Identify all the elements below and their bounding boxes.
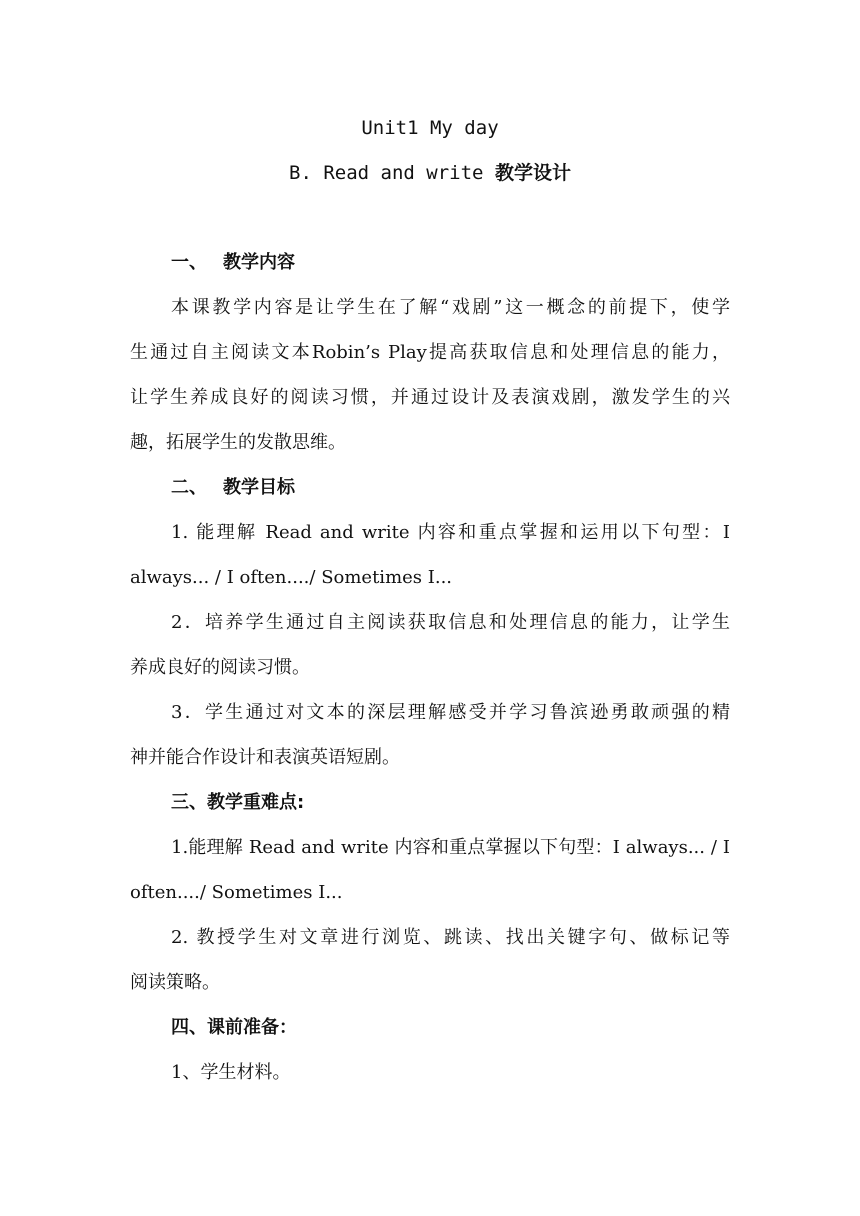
paragraph-line: 1.能理解 Read and write 内容和重点掌握以下句型：I always... / I bbox=[171, 837, 730, 858]
paragraph-line: 1、学生材料。 bbox=[171, 1062, 291, 1083]
paragraph-line: 生通过自主阅读文本Robin’s Play提高获取信息和处理信息的能力， bbox=[130, 342, 730, 363]
paragraph-line: 趣，拓展学生的发散思维。 bbox=[130, 432, 346, 453]
document-subtitle bbox=[0, 159, 860, 187]
subtitle-english: B. Read and write bbox=[289, 162, 495, 184]
section-heading-key-points: 三、教学重难点: bbox=[171, 792, 305, 813]
section-heading-content bbox=[171, 249, 295, 277]
paragraph-line: always... / I often..../ Sometimes I... bbox=[130, 567, 453, 588]
paragraph-line: 2．培养学生通过自主阅读获取信息和处理信息的能力，让学生 bbox=[171, 612, 730, 633]
section-heading-objectives bbox=[171, 474, 295, 502]
section-number: 二、 bbox=[171, 477, 207, 498]
paragraph-line: 阅读策略。 bbox=[130, 972, 220, 993]
title-text: Unit1 My day bbox=[361, 117, 499, 139]
section-title: 教学内容 bbox=[223, 252, 295, 273]
paragraph-line: 神并能合作设计和表演英语短剧。 bbox=[130, 747, 400, 768]
document-title bbox=[0, 114, 860, 142]
subtitle-chinese: 教学设计 bbox=[494, 162, 571, 184]
section-number: 一、 bbox=[171, 252, 207, 273]
paragraph-line: 3．学生通过对文本的深层理解感受并学习鲁滨逊勇敢顽强的精 bbox=[171, 702, 730, 723]
paragraph-line: 本课教学内容是让学生在了解“戏剧”这一概念的前提下，使学 bbox=[171, 297, 730, 318]
section-title: 教学目标 bbox=[223, 477, 295, 498]
paragraph-line: often..../ Sometimes I... bbox=[130, 882, 343, 903]
paragraph-line: 养成良好的阅读习惯。 bbox=[130, 657, 310, 678]
section-heading-preparation: 四、课前准备： bbox=[171, 1017, 297, 1038]
paragraph-line: 2. 教授学生对文章进行浏览、跳读、找出关键字句、做标记等 bbox=[171, 927, 730, 948]
paragraph-line: 让学生养成良好的阅读习惯，并通过设计及表演戏剧，激发学生的兴 bbox=[130, 387, 730, 408]
paragraph-line: 1. 能理解 Read and write 内容和重点掌握和运用以下句型：I bbox=[171, 522, 730, 543]
